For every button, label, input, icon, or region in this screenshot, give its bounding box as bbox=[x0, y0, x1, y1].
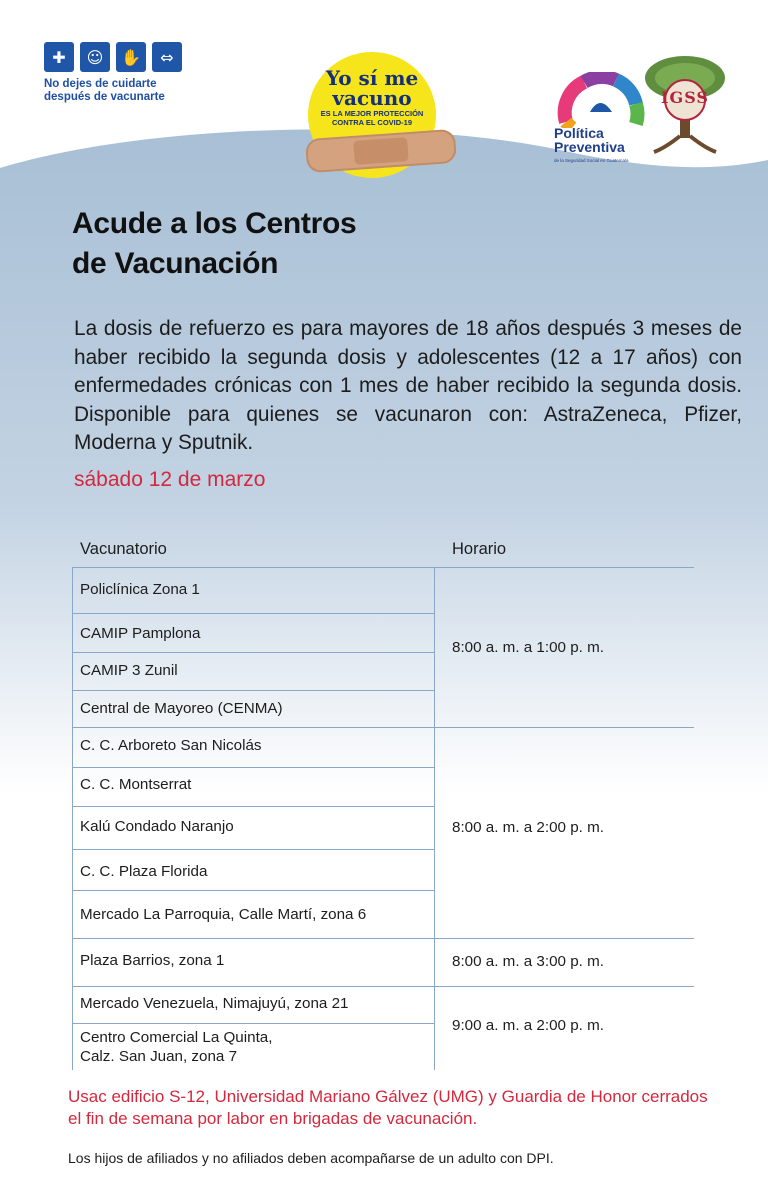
page-title bbox=[72, 204, 356, 284]
table-row: Central de Mayoreo (CENMA) bbox=[80, 700, 283, 717]
distance-icon: ⇔ bbox=[152, 42, 182, 72]
table-row: Kalú Condado Naranjo bbox=[80, 818, 234, 835]
group-divider bbox=[72, 727, 694, 728]
title-line1: Acude a los Centros bbox=[72, 207, 357, 240]
column-header-vacunatorio: Vacunatorio bbox=[80, 540, 167, 558]
care-reminder bbox=[44, 42, 204, 104]
event-date: sábado 12 de marzo bbox=[74, 468, 266, 491]
pp-line3: de la Seguridad Social en Guatemala bbox=[554, 158, 629, 163]
row-divider bbox=[72, 690, 434, 691]
closure-notice: Usac edificio S-12, Universidad Mariano Gálvez (UMG) y Guardia de Honor cerrados el fin de semana por labor en brigadas de vacunación. bbox=[68, 1087, 708, 1128]
table-row: CAMIP Pamplona bbox=[80, 625, 201, 642]
care-text-line1: No dejes de cuidarte bbox=[44, 78, 157, 90]
row-divider bbox=[72, 1023, 434, 1024]
table-row: Mercado Venezuela, Nimajuyú, zona 21 bbox=[80, 995, 349, 1012]
handwash-icon: ✋ bbox=[116, 42, 146, 72]
care-icons bbox=[44, 42, 204, 72]
table-row: Mercado La Parroquia, Calle Martí, zona 6 bbox=[80, 906, 367, 923]
hours-cell: 8:00 a. m. a 1:00 p. m. bbox=[452, 639, 604, 656]
title-line2: de Vacunación bbox=[72, 247, 279, 280]
mask-icon: ☺ bbox=[80, 42, 110, 72]
table-row: Plaza Barrios, zona 1 bbox=[80, 952, 225, 969]
table-row: C. C. Arboreto San Nicolás bbox=[80, 737, 262, 754]
table-column-divider bbox=[434, 567, 435, 1070]
igss-text: IGSS bbox=[661, 88, 709, 107]
care-text bbox=[44, 78, 204, 104]
row-divider bbox=[72, 613, 434, 614]
politica-preventiva-logo bbox=[554, 72, 654, 164]
intro-paragraph: La dosis de refuerzo es para mayores de 18 años después 3 meses de haber recibido la segunda dosis y adolescentes (12 a 17 años) con enfermedades crónicas con 1 mes de haber recibido la segunda dosis. Disponible para quienes se vacunaron con: AstraZeneca, Pfizer, Moderna y Sputnik. bbox=[74, 317, 742, 455]
pp-line2: Preventiva bbox=[554, 139, 625, 155]
row-divider bbox=[72, 849, 434, 850]
group-divider bbox=[72, 986, 694, 987]
row-divider bbox=[72, 767, 434, 768]
table-row: C. C. Plaza Florida bbox=[80, 863, 208, 880]
badge-line2: vacuno bbox=[332, 86, 412, 110]
table-row: C. C. Montserrat bbox=[80, 776, 192, 793]
pp-ring-icon bbox=[554, 72, 654, 128]
badge-subtitle bbox=[306, 109, 438, 127]
table-row: Centro Comercial La Quinta, bbox=[80, 1029, 273, 1046]
table-row: Policlínica Zona 1 bbox=[80, 581, 200, 598]
hours-cell: 8:00 a. m. a 3:00 p. m. bbox=[452, 953, 604, 970]
badge-line4: CONTRA EL COVID-19 bbox=[331, 118, 412, 127]
group-divider bbox=[72, 938, 694, 939]
row-divider bbox=[72, 806, 434, 807]
table-row: CAMIP 3 Zunil bbox=[80, 662, 178, 679]
pp-line1: Política bbox=[554, 125, 604, 141]
pp-text bbox=[554, 126, 625, 154]
igss-logo bbox=[640, 52, 730, 156]
footnote: Los hijos de afiliados y no afiliados deben acompañarse de un adulto con DPI. bbox=[68, 1150, 554, 1166]
care-text-line2: después de vacunarte bbox=[44, 91, 165, 103]
table-row-continuation: Calz. San Juan, zona 7 bbox=[80, 1048, 238, 1065]
row-divider bbox=[72, 890, 434, 891]
vaccine-badge bbox=[306, 52, 446, 178]
table-left-border bbox=[72, 567, 73, 1070]
badge-line1: Yo sí me bbox=[325, 66, 419, 90]
badge-line3: ES LA MEJOR PROTECCIÓN bbox=[320, 109, 424, 118]
hours-cell: 9:00 a. m. a 2:00 p. m. bbox=[452, 1017, 604, 1034]
table-header-divider bbox=[72, 567, 694, 568]
hours-cell: 8:00 a. m. a 2:00 p. m. bbox=[452, 819, 604, 836]
column-header-horario: Horario bbox=[452, 540, 507, 558]
syringe-icon: ✚ bbox=[44, 42, 74, 72]
row-divider bbox=[72, 652, 434, 653]
